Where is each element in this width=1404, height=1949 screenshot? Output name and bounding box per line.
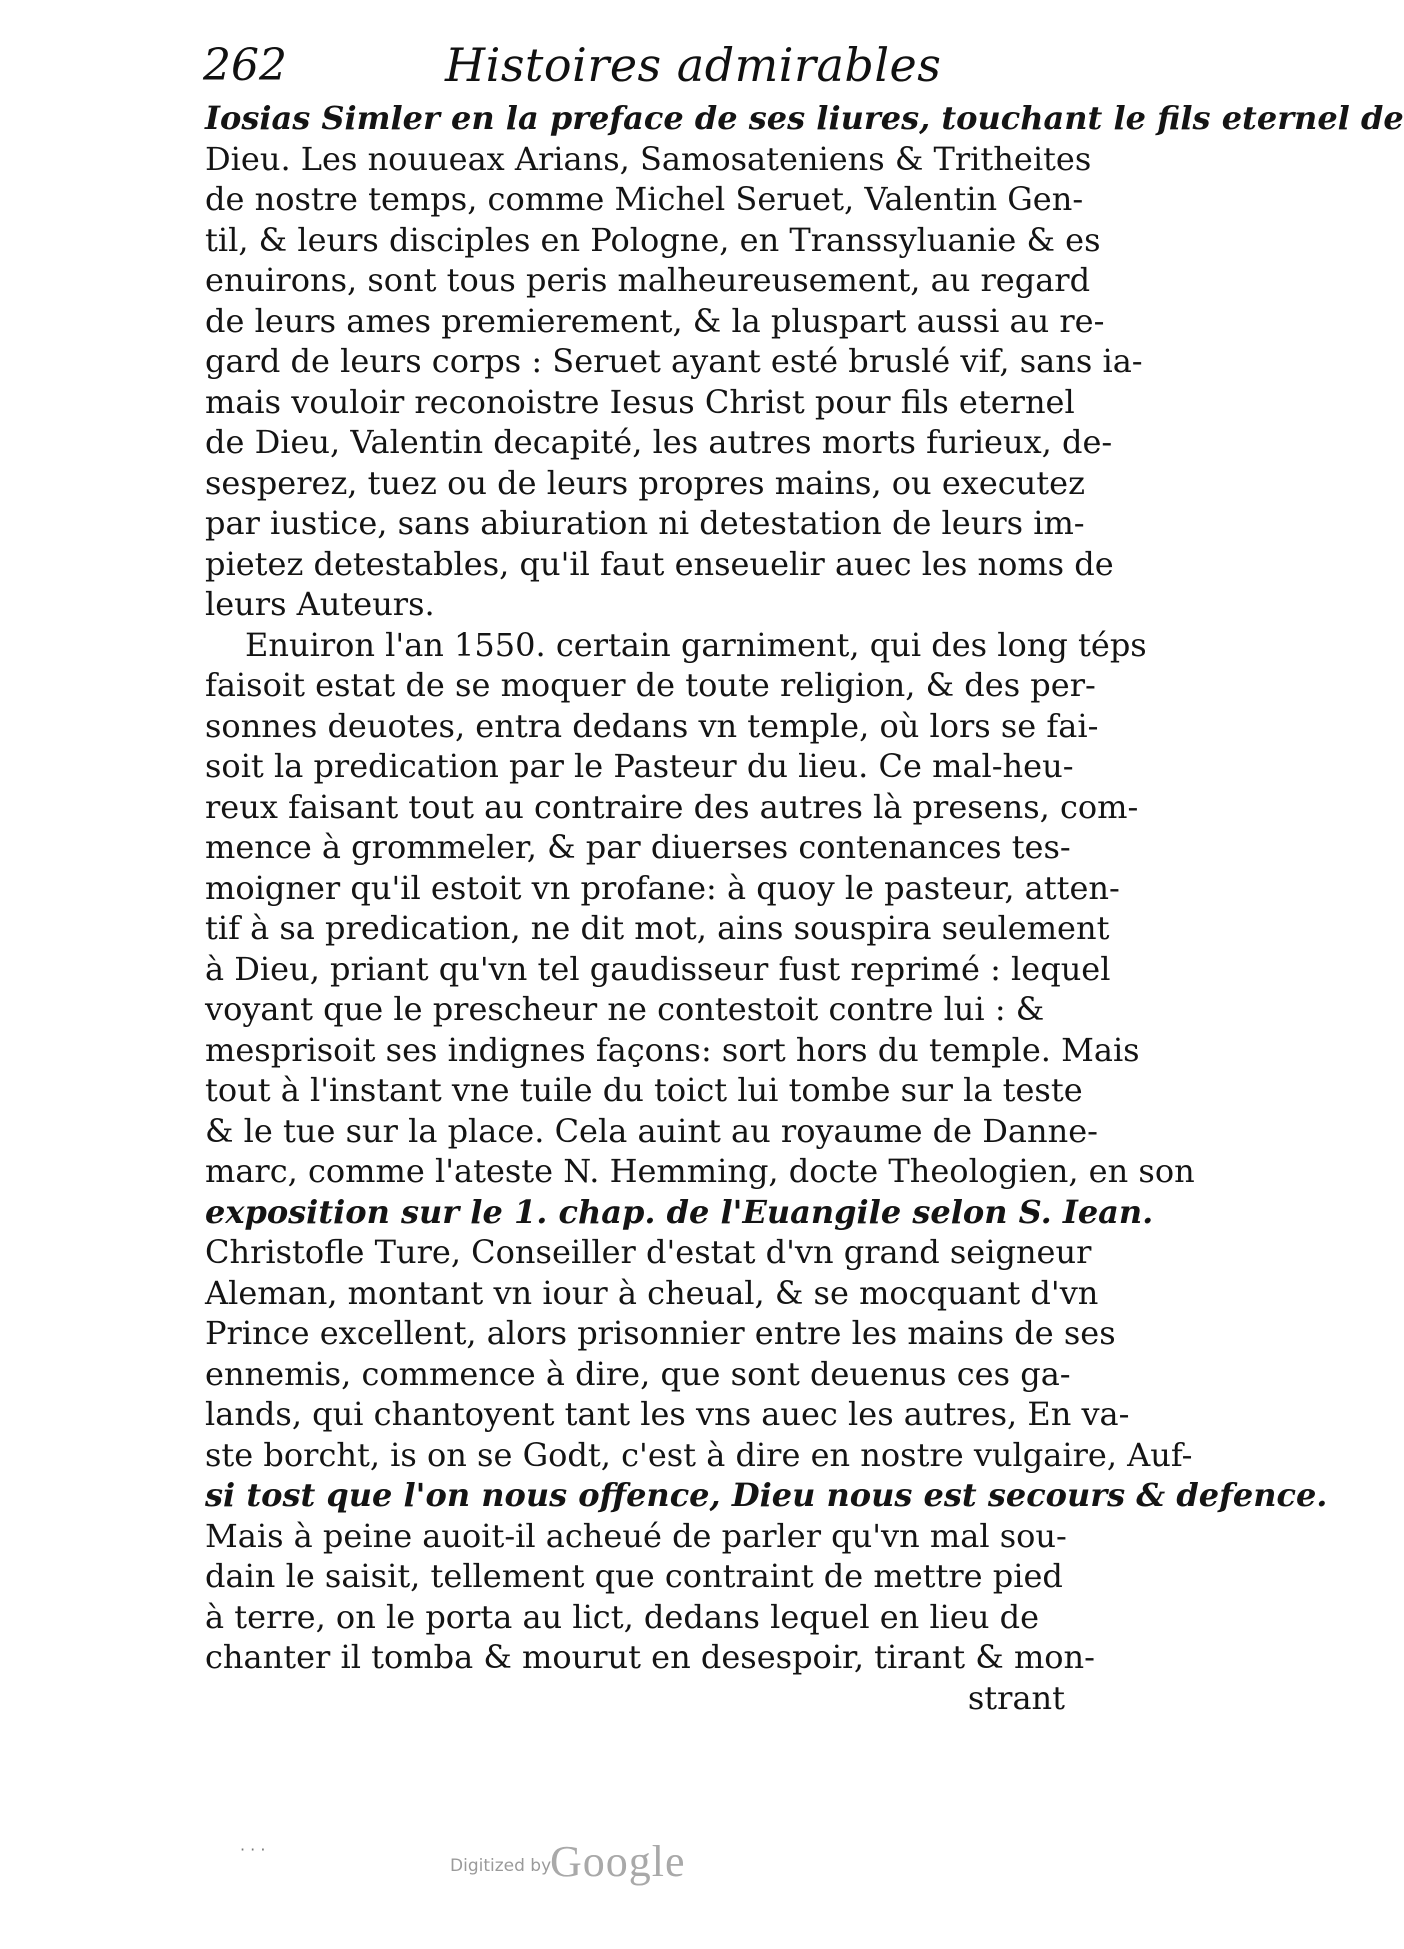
text-line: Iosias Simler en la preface de ses liures, touchant le fils eternel de [205,99,1404,137]
text-line: tif à sa predication, ne dit mot, ains souspira seulement [205,909,1110,947]
text-line: lands, qui chantoyent tant les vns auec les autres, En va- [205,1395,1130,1433]
text-line: sesperez, tuez ou de leurs propres mains, ou executez [205,463,1085,502]
text-line: Prince excellent, alors prisonnier entre les mains de ses [205,1314,1116,1352]
text-line: sonnes deuotes, entra dedans vn temple, où lors se fai- [205,706,1099,745]
text-line: de nostre temps, comme Michel Seruet, Valentin Gen- [205,180,1084,218]
paragraph-start-line: Enuiron l'an 1550. certain garniment, qui des long téps [245,625,1147,664]
text-line: pietez detestables, qu'il faut enseuelir auec les noms de [205,544,1114,583]
text-line: leurs Auteurs. [205,585,435,623]
text-line: enuirons, sont tous peris malheureusement, au regard [205,261,1091,299]
text-line: Dieu. Les nouueax Arians, Samosateniens & Tritheites [205,139,1092,178]
text-line: til, & leurs disciples en Pologne, en Transsyluanie & es [205,220,1101,259]
scan-specks: · · · [240,1840,266,1859]
page-header [195,30,1075,90]
digitized-label: Digitized by [450,1856,552,1876]
text-line: mesprisoit ses indignes façons: sort hors du temple. Mais [205,1030,1140,1069]
text-line: soit la predication par le Pasteur du lieu. Ce mal-heu- [205,747,1074,785]
text-line: tout à l'instant vne tuile du toict lui tombe sur la teste [205,1071,1083,1109]
catchword: strant [967,1678,1065,1717]
text-line: chanter il tomba & mourut en desespoir, tirant & mon- [205,1638,1095,1676]
text-line: moigner qu'il estoit vn profane: à quoy le pasteur, atten- [205,868,1120,907]
body-text [205,98,1404,1718]
running-title: Histoires admirables [445,38,942,92]
google-logo: Google [550,1837,686,1886]
text-line: gard de leurs corps : Seruet ayant esté bruslé vif, sans ia- [205,342,1143,380]
text-line: de Dieu, Valentin decapité, les autres morts furieux, de- [205,423,1113,461]
text-line: par iustice, sans abiuration ni detestation de leurs im- [205,504,1085,542]
text-line: & le tue sur la place. Cela auint au royaume de Danne- [205,1111,1098,1150]
text-line: Mais à peine auoit-il acheué de parler qu'vn mal sou- [205,1516,1067,1555]
paragraph-start-line: Christofle Ture, Conseiller d'estat d'vn grand seigneur [205,1233,1092,1271]
text-line: mence à grommeler, & par diuerses contenances tes- [205,828,1071,866]
citation-line: exposition sur le 1. chap. de l'Euangile selon S. Iean. [205,1192,1154,1231]
text-line: à Dieu, priant qu'vn tel gaudisseur fust reprimé : lequel [205,949,1111,988]
text-line: reux faisant tout au contraire des autres là presens, com- [205,787,1139,826]
text-line: faisoit estat de se moquer de toute religion, & des per- [205,666,1096,704]
digitization-watermark [450,1836,750,1896]
text-line: à terre, on le porta au lict, dedans lequel en lieu de [205,1597,1040,1636]
text-line: voyant que le prescheur ne contestoit contre lui : & [205,990,1045,1028]
page-number: 262 [203,40,287,91]
text-line: dain le saisit, tellement que contraint de mettre pied [205,1557,1063,1595]
text-line: marc, comme l'ateste N. Hemming, docte Theologien, en son [205,1152,1195,1190]
text-line: mais vouloir reconoistre Iesus Christ pour fils eternel [205,382,1075,421]
text-line: de leurs ames premierement, & la pluspart aussi au re- [205,301,1105,340]
quote-line: si tost que l'on nous offence, Dieu nous est secours & defence. [205,1476,1328,1514]
text-line: ste borcht, is on se Godt, c'est à dire en nostre vulgaire, Auf- [205,1435,1193,1474]
text-line: Aleman, montant vn iour à cheual, & se mocquant d'vn [205,1273,1099,1312]
text-line: ennemis, commence à dire, que sont deuenus ces ga- [205,1354,1071,1393]
